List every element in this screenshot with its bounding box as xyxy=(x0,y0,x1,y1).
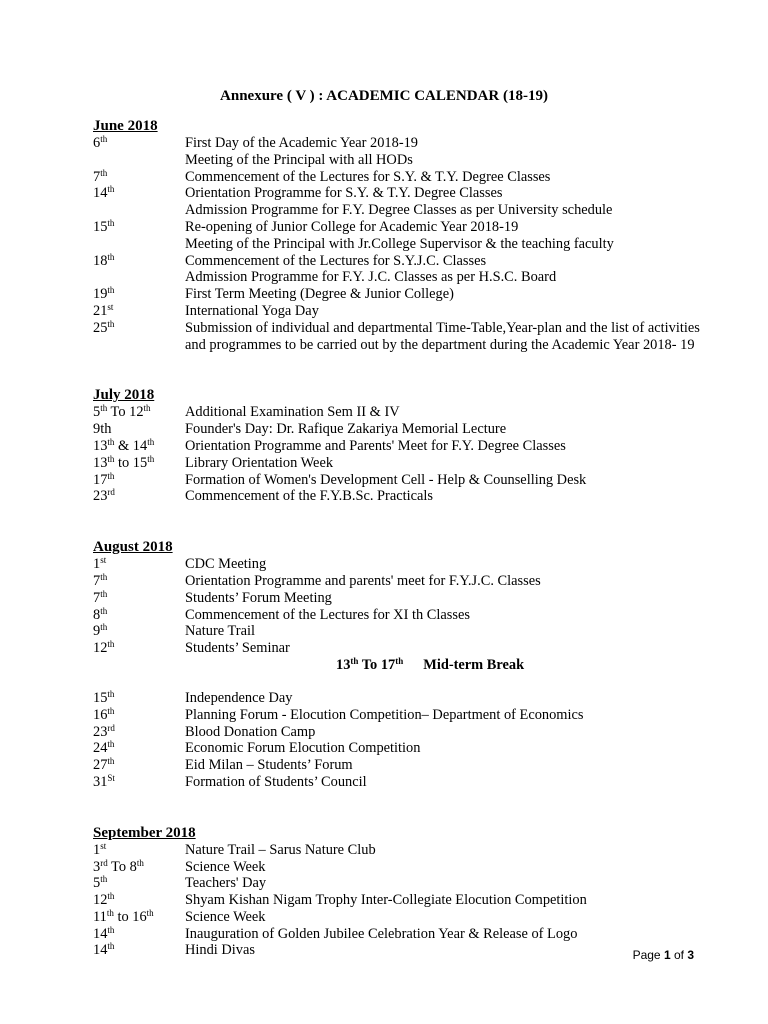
date-suffix: th xyxy=(100,167,108,178)
date-suffix: th xyxy=(107,924,115,935)
entry-date xyxy=(93,926,114,943)
date-number: 7 xyxy=(93,572,101,589)
entry-event: Eid Milan – Students’ Forum xyxy=(185,757,353,774)
date-suffix: th xyxy=(147,453,155,464)
date-suffix: th xyxy=(100,588,108,599)
calendar-entry xyxy=(93,169,723,186)
entry-event: Blood Donation Camp xyxy=(185,723,316,740)
entry-date xyxy=(93,556,106,573)
calendar-entry xyxy=(93,875,723,892)
date-suffix: th xyxy=(107,184,115,195)
entry-event: Orientation Programme and Parents' Meet for F.Y. Degree Classes xyxy=(185,437,566,454)
calendar-entry xyxy=(93,303,723,320)
date-number: 19 xyxy=(93,286,108,303)
date-number: 14 xyxy=(93,925,108,942)
entry-event: Teachers' Day xyxy=(185,875,267,892)
calendar-entry xyxy=(93,421,723,438)
calendar-entry xyxy=(93,236,723,253)
entry-event: First Day of the Academic Year 2018-19 xyxy=(185,135,419,151)
entry-event: Inauguration of Golden Jubilee Celebration Year & Release of Logo xyxy=(185,925,578,942)
entry-event: First Term Meeting (Degree & Junior College) xyxy=(185,286,454,303)
entry-event: Nature Trail – Sarus Nature Club xyxy=(185,841,376,858)
entry-event: Nature Trail xyxy=(185,623,255,640)
date-suffix: th xyxy=(136,857,144,868)
entry-event: Commencement of the Lectures for S.Y. & T.Y. Degree Classes xyxy=(185,168,551,185)
date-suffix: th xyxy=(107,941,115,952)
month-heading: September 2018 xyxy=(93,824,196,841)
calendar-entry xyxy=(93,219,723,236)
date-number: 3 xyxy=(93,858,101,875)
entry-event: Commencement of the Lectures for S.Y.J.C. Classes xyxy=(185,252,487,269)
entry-date xyxy=(93,690,114,707)
calendar-entry xyxy=(93,320,723,354)
entry-event: Formation of Students’ Council xyxy=(185,773,367,790)
date-number: 17 xyxy=(93,471,108,488)
entry-date xyxy=(93,573,107,590)
calendar-entry xyxy=(93,573,723,590)
break-label: Mid-term Break xyxy=(423,656,525,673)
date-suffix: st xyxy=(100,555,107,566)
date-number: 9th xyxy=(93,421,112,438)
entry-date xyxy=(93,909,154,926)
date-suffix: th xyxy=(146,907,154,918)
calendar-entry xyxy=(93,724,723,741)
date-range: To 17 xyxy=(358,656,396,673)
page-title: Annexure ( V ) : ACADEMIC CALENDAR (18-19) xyxy=(220,88,548,104)
entry-event: Students’ Seminar xyxy=(185,640,290,657)
entry-event: Commencement of the F.Y.B.Sc. Practicals xyxy=(185,488,433,505)
entry-date xyxy=(93,253,114,270)
calendar-entry xyxy=(93,623,723,640)
date-number: 31 xyxy=(93,773,108,790)
entry-event: Submission of individual and departmental Time-Table,Year-plan and the list of activities and programmes to be carried out by the department during the Academic Year 2018- 19 xyxy=(185,319,700,353)
date-suffix: th xyxy=(100,605,108,616)
calendar-entry xyxy=(93,842,723,859)
date-number: 24 xyxy=(93,740,108,757)
entry-event: Meeting of the Principal with Jr.College Supervisor & the teaching faculty xyxy=(185,235,614,252)
date-number: 18 xyxy=(93,252,108,269)
date-number: 7 xyxy=(93,589,101,606)
date-number: 11 xyxy=(93,908,107,925)
calendar-entry xyxy=(93,909,723,926)
date-number: 5 xyxy=(93,404,101,421)
entry-event: Commencement of the Lectures for XI th Classes xyxy=(185,606,470,623)
entry-event: Re-opening of Junior College for Academic Year 2018-19 xyxy=(185,218,519,235)
entry-date xyxy=(93,875,107,892)
entry-date xyxy=(93,320,114,337)
date-number: 13 xyxy=(336,656,351,673)
date-number: 15 xyxy=(93,218,108,235)
date-suffix: th xyxy=(147,436,155,447)
calendar-entry xyxy=(93,590,723,607)
date-suffix: th xyxy=(100,134,108,144)
calendar-entry xyxy=(93,202,723,219)
calendar-entry xyxy=(93,774,723,791)
date-suffix: th xyxy=(107,453,115,464)
current-page: 1 xyxy=(663,948,671,962)
entry-event: Students’ Forum Meeting xyxy=(185,589,332,606)
date-number: 14 xyxy=(93,185,108,202)
entry-date xyxy=(93,740,114,757)
date-suffix: th xyxy=(107,436,115,447)
mid-term-break xyxy=(93,657,723,674)
date-range: to 15 xyxy=(114,454,148,471)
date-suffix: th xyxy=(100,571,108,582)
entry-date xyxy=(93,892,114,909)
entry-date xyxy=(93,421,111,438)
date-range: To 8 xyxy=(107,858,137,875)
calendar-entry xyxy=(93,892,723,909)
date-number: 13 xyxy=(93,454,108,471)
month-heading: August 2018 xyxy=(93,539,173,556)
date-number: 23 xyxy=(93,723,108,740)
entry-event: Admission Programme for F.Y. J.C. Classes as per H.S.C. Board xyxy=(185,269,557,286)
date-suffix: St xyxy=(107,772,115,783)
entry-date xyxy=(93,623,107,640)
entry-date xyxy=(93,842,106,859)
entry-date xyxy=(93,455,154,472)
date-suffix: th xyxy=(107,318,115,329)
entry-date xyxy=(93,590,107,607)
entry-event: Orientation Programme and parents' meet for F.Y.J.C. Classes xyxy=(185,572,541,589)
entry-event: Science Week xyxy=(185,908,266,925)
entry-event: International Yoga Day xyxy=(185,302,319,319)
entry-date xyxy=(93,724,115,741)
date-suffix: th xyxy=(350,655,359,666)
date-suffix: th xyxy=(107,739,115,750)
month-section xyxy=(93,387,723,505)
date-suffix: th xyxy=(100,622,108,633)
calendar-body xyxy=(93,118,723,993)
entry-date xyxy=(93,640,114,657)
calendar-entry xyxy=(93,404,723,421)
date-number: 23 xyxy=(93,488,108,505)
calendar-entry xyxy=(93,607,723,624)
month-section xyxy=(93,118,723,353)
date-number: 5 xyxy=(93,875,101,892)
date-number: 25 xyxy=(93,319,108,336)
entry-date xyxy=(93,488,115,505)
date-suffix: th xyxy=(143,403,151,414)
calendar-entry xyxy=(93,135,723,152)
entry-date xyxy=(93,219,114,236)
calendar-entry xyxy=(93,926,723,943)
page-number xyxy=(633,947,694,964)
date-number: 9 xyxy=(93,623,101,640)
entry-date xyxy=(93,286,114,303)
entry-date xyxy=(93,404,151,421)
date-suffix: rd xyxy=(107,487,115,498)
entry-date xyxy=(93,303,113,320)
calendar-entry xyxy=(93,859,723,876)
date-number: 1 xyxy=(93,841,101,858)
date-suffix: th xyxy=(107,705,115,716)
calendar-entry xyxy=(93,707,723,724)
calendar-entry xyxy=(93,269,723,286)
month-section xyxy=(93,539,723,791)
calendar-entry xyxy=(93,253,723,270)
entry-date xyxy=(93,169,107,186)
entry-event: Planning Forum - Elocution Competition– Department of Economics xyxy=(185,706,584,723)
entry-date xyxy=(93,185,114,202)
date-number: 14 xyxy=(93,942,108,959)
page-of-label: of xyxy=(670,948,688,962)
date-suffix: th xyxy=(107,891,115,902)
calendar-entry xyxy=(93,942,723,959)
date-suffix: th xyxy=(100,403,108,414)
entry-event: Hindi Divas xyxy=(185,942,255,959)
calendar-entry xyxy=(93,286,723,303)
month-heading: July 2018 xyxy=(93,387,155,404)
calendar-entry xyxy=(93,690,723,707)
date-number: 12 xyxy=(93,640,108,657)
entry-date xyxy=(93,472,114,489)
date-number: 27 xyxy=(93,757,108,774)
calendar-entry xyxy=(93,556,723,573)
date-suffix: rd xyxy=(107,722,115,733)
entry-event: Library Orientation Week xyxy=(185,454,334,471)
date-suffix: rd xyxy=(100,857,108,868)
entry-date xyxy=(93,707,114,724)
entry-event: Shyam Kishan Nigam Trophy Inter-Collegiate Elocution Competition xyxy=(185,892,587,909)
entry-date xyxy=(93,942,114,959)
date-suffix: th xyxy=(106,907,114,918)
month-heading: June 2018 xyxy=(93,118,158,134)
date-number: 13 xyxy=(93,437,108,454)
month-section xyxy=(93,825,723,960)
entry-event: Admission Programme for F.Y. Degree Classes as per University schedule xyxy=(185,202,613,219)
date-suffix: st xyxy=(107,301,114,312)
date-suffix: th xyxy=(107,639,115,650)
entry-date xyxy=(93,859,144,876)
total-pages: 3 xyxy=(687,948,694,962)
entry-date xyxy=(93,438,154,455)
calendar-entry xyxy=(93,185,723,202)
date-suffix: th xyxy=(107,217,115,228)
calendar-entry xyxy=(93,740,723,757)
date-number: 16 xyxy=(93,706,108,723)
entry-date xyxy=(93,135,107,152)
entry-event: Economic Forum Elocution Competition xyxy=(185,740,421,757)
date-number: 6 xyxy=(93,135,101,151)
entry-event: Meeting of the Principal with all HODs xyxy=(185,151,413,168)
entry-event: Orientation Programme for S.Y. & T.Y. Degree Classes xyxy=(185,185,503,202)
date-suffix: st xyxy=(100,840,107,851)
page-label: Page xyxy=(632,948,664,962)
entry-event: Science Week xyxy=(185,858,266,875)
calendar-entry xyxy=(93,472,723,489)
date-suffix: th xyxy=(107,251,115,262)
entry-event: Founder's Day: Dr. Rafique Zakariya Memorial Lecture xyxy=(185,421,507,438)
date-suffix: th xyxy=(107,688,115,699)
entry-date xyxy=(93,774,115,791)
date-number: 15 xyxy=(93,689,108,706)
date-range: To 12 xyxy=(107,404,144,421)
date-range: & 14 xyxy=(114,437,148,454)
calendar-entry xyxy=(93,757,723,774)
date-range: to 16 xyxy=(113,908,147,925)
calendar-entry xyxy=(93,152,723,169)
calendar-entry xyxy=(93,488,723,505)
entry-event: Additional Examination Sem II & IV xyxy=(185,404,400,421)
date-suffix: th xyxy=(395,655,404,666)
date-number: 7 xyxy=(93,168,101,185)
date-number: 8 xyxy=(93,606,101,623)
calendar-entry xyxy=(93,640,723,657)
date-suffix: th xyxy=(100,874,108,885)
calendar-entry xyxy=(93,455,723,472)
date-suffix: th xyxy=(107,756,115,767)
date-number: 21 xyxy=(93,302,108,319)
entry-date xyxy=(93,607,107,624)
entry-event: Formation of Women's Development Cell - Help & Counselling Desk xyxy=(185,471,587,488)
date-suffix: th xyxy=(107,470,115,481)
date-suffix: th xyxy=(107,285,115,296)
calendar-entry xyxy=(93,438,723,455)
entry-event: CDC Meeting xyxy=(185,556,267,573)
date-number: 1 xyxy=(93,556,101,573)
date-number: 12 xyxy=(93,892,108,909)
entry-event: Independence Day xyxy=(185,689,293,706)
entry-date xyxy=(93,757,114,774)
